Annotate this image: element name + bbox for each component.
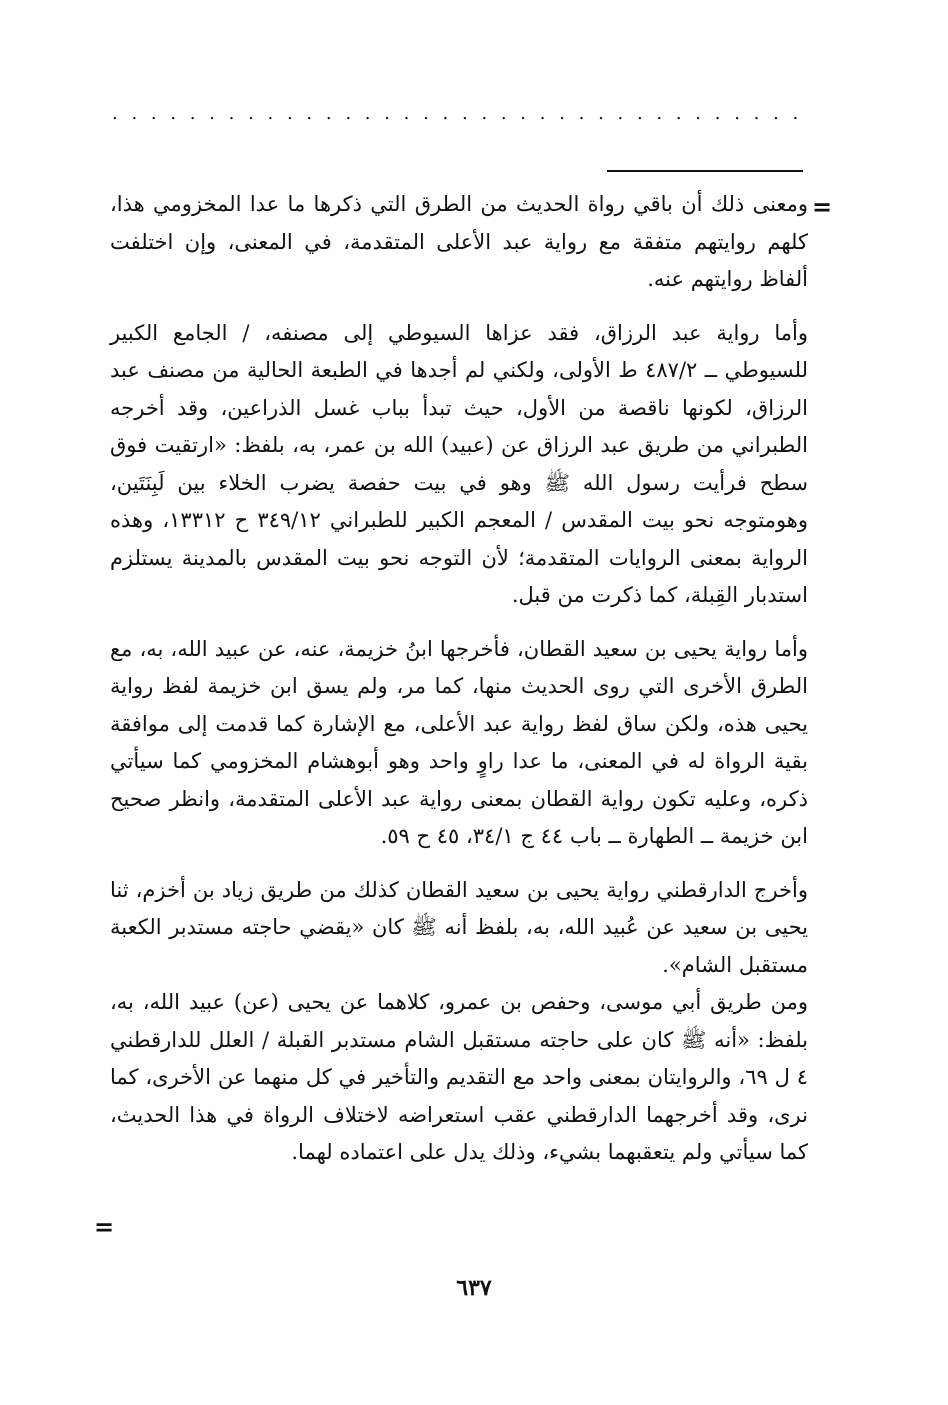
footnote-paragraph-2: وأما رواية عبد الرزاق، فقد عزاها السيوطي إلى مصنفه، / الجامع الكبير للسيوطي ــ ٤٨٧/٢ ط الأولى، ولكني لم أجدها في الطبعة الحالية من مصنف عبد الرزاق، لكونها ناقصة من الأول، حيث تبدأ بباب غسل الذراعين، وقد أخرجه الطبراني من طريق عبد الرزاق عن (عبيد) الله بن عمر، به، بلفظ: «ارتقيت فوق سطح فرأيت رسول الله ﷺ وهو في بيت حفصة يضرب الخلاء بين لَبِنَتَين، وهومتوجه نحو بيت المقدس / المعجم الكبير للطبراني ٣٤٩/١٢ ح ١٣٣١٢، وهذه الرواية بمعنى الروايات المتقدمة؛ لأن التوجه نحو بيت المقدس بالمدينة يستلزم استدبار القِبلة، كما ذكرت من قبل. — [110, 320, 809, 607]
footnote-body — [110, 186, 808, 1188]
footnote-paragraph-4: وأخرج الدارقطني رواية يحيى بن سعيد القطان كذلك من طريق زياد بن أخزم، ثنا يحيى بن سعيد عن عُبيد الله، به، بلفظ أنه ﷺ كان «يقضي حاجته مستدبر الكعبة مستقبل الشام». — [110, 877, 808, 977]
footnote-paragraph-3: وأما رواية يحيى بن سعيد القطان، فأخرجها ابنُ خزيمة، عنه، عن عبيد الله، به، مع الطرق الأخرى التي روى الحديث منها، كما مر، ولم يسق ابن خزيمة لفظ رواية يحيى هذه، ولكن ساق لفظ رواية عبد الأعلى، مع الإشارة كما قدمت إلى موافقة بقية الرواة له في المعنى، ما عدا راوٍ واحد وهو أبوهشام المخزومي كما سيأتي ذكره، وعليه تكون رواية القطان بمعنى رواية عبد الأعلى المتقدمة، وانظر صحيح ابن خزيمة ــ الطهارة ــ باب ٤٤ ج ٣٤/١، ٤٥ ح ٥٩. — [110, 636, 808, 848]
dotted-separator: . . . . . . . . . . . . . . . . . . . . . . . . . . . . . . . . . . . . — [112, 103, 803, 124]
footnote-paragraph-1: ومعنى ذلك أن باقي رواة الحديث من الطرق التي ذكرها ما عدا المخزومي هذا، كلهم روايتهم متفقة مع رواية عبد الأعلى المتقدمة، في المعنى، وإن اختلفت ألفاظ روايتهم عنه. — [110, 192, 808, 291]
page-number: ٦٣٧ — [456, 1275, 492, 1301]
footnote-separator-line — [607, 170, 803, 172]
continuation-mark-bottom: = — [94, 1212, 115, 1241]
footnote-paragraph-5: ومن طريق أبي موسى، وحفص بن عمرو، كلاهما عن يحيى (عن) عبيد الله، به، بلفظ: «أنه ﷺ كان على حاجته مستقبل الشام مستدبر القبلة / العلل للدارقطني ٤ ل ٦٩، والروايتان بمعنى واحد مع التقديم والتأخير في كل منهما عن الأخرى، كما نرى، وقد أخرجهما الدارقطني عقب استعراضه لاختلاف الرواة في هذا الحديث، كما سيأتي ولم يتعقبهما بشيء، وذلك يدل على اعتماده لهما. — [110, 990, 808, 1164]
continuation-mark-top: = — [812, 192, 833, 221]
